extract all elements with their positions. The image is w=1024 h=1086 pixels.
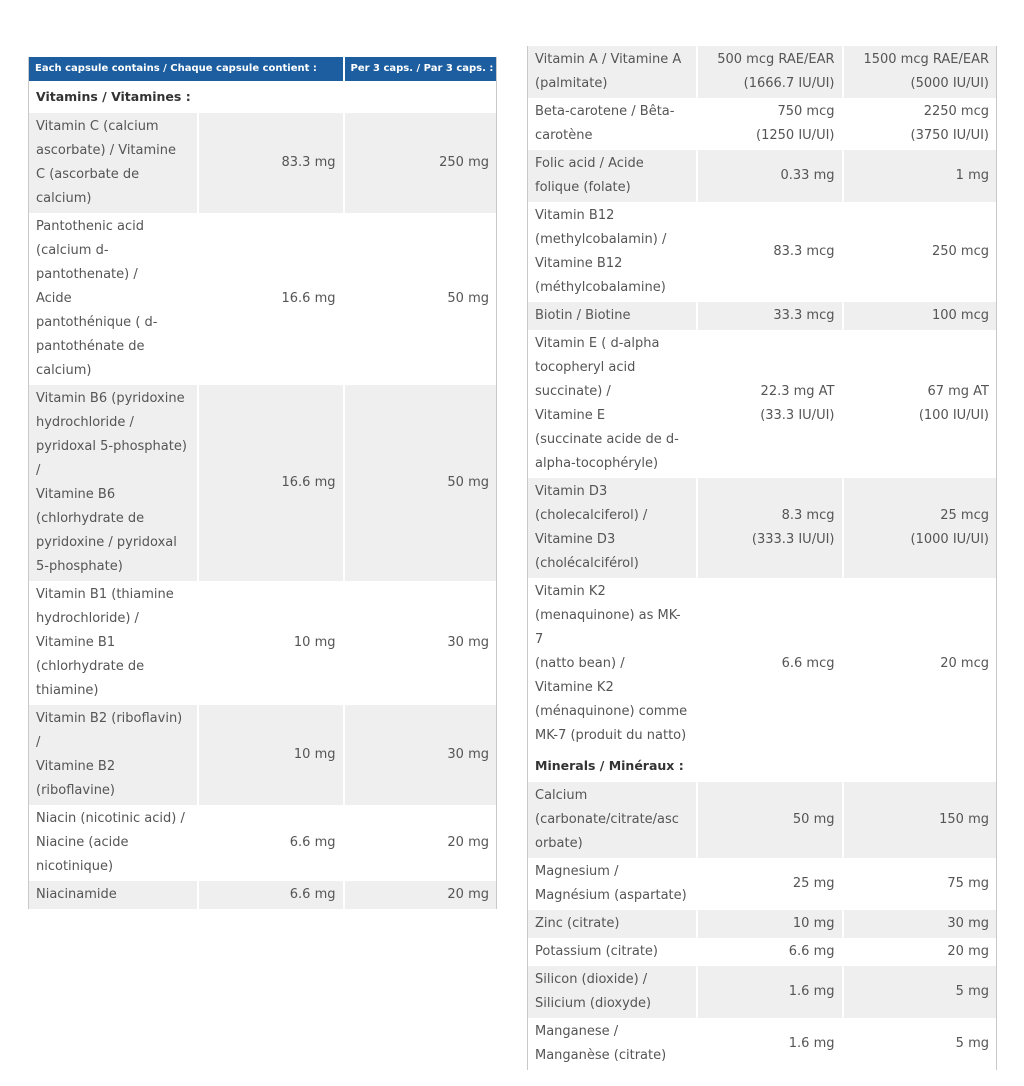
- per-capsule-amount-cell: 33.3 mcg: [697, 302, 843, 330]
- per-3-caps-amount-cell: 20 mg: [344, 881, 497, 909]
- table-row: [528, 910, 997, 938]
- nutrient-name-cell: Potassium (citrate): [528, 938, 697, 966]
- table-row: [29, 881, 497, 909]
- table-row: [29, 805, 497, 881]
- per-3-caps-amount-cell: 100 mcg: [843, 302, 997, 330]
- nutrient-name-cell: Biotin / Biotine: [528, 302, 697, 330]
- per-3-caps-amount-cell: 50 mg: [344, 213, 497, 385]
- table-row: [528, 98, 997, 150]
- nutrient-name-cell: Vitamin B6 (pyridoxine hydrochloride / pyridoxal 5-phosphate) / Vitamine B6 (chlorhydrate de pyridoxine / pyridoxal 5-phosphate): [29, 385, 198, 581]
- per-capsule-amount-cell: 10 mg: [198, 581, 344, 705]
- per-capsule-amount-cell: 750 mcg (1250 IU/UI): [697, 98, 843, 150]
- table-row: [29, 705, 497, 805]
- per-3-caps-amount-cell: 30 mg: [344, 705, 497, 805]
- per-capsule-amount-cell: 10 mg: [198, 705, 344, 805]
- table-row: [528, 966, 997, 1018]
- header-per-3-caps: Per 3 caps. / Par 3 caps. :: [344, 57, 497, 81]
- table-row: [528, 202, 997, 302]
- per-capsule-amount-cell: 0.33 mg: [697, 150, 843, 202]
- table-row: [29, 113, 497, 213]
- table-row: [528, 330, 997, 478]
- right-nutrient-table: [527, 46, 997, 1070]
- per-3-caps-amount-cell: 1500 mcg RAE/EAR (5000 IU/UI): [843, 46, 997, 98]
- per-3-caps-amount-cell: 1 mg: [843, 150, 997, 202]
- nutrient-name-cell: Vitamin B1 (thiamine hydrochloride) / Vitamine B1 (chlorhydrate de thiamine): [29, 581, 198, 705]
- table-row: [528, 478, 997, 578]
- section-title-minerals: Minerals / Minéraux :: [528, 750, 997, 782]
- table-row: [29, 213, 497, 385]
- per-3-caps-amount-cell: 75 mg: [843, 858, 997, 910]
- per-capsule-amount-cell: 1.6 mg: [697, 966, 843, 1018]
- table-row: [528, 302, 997, 330]
- per-capsule-amount-cell: 6.6 mg: [697, 938, 843, 966]
- nutrient-name-cell: Magnesium / Magnésium (aspartate): [528, 858, 697, 910]
- per-capsule-amount-cell: 10 mg: [697, 910, 843, 938]
- per-capsule-amount-cell: 8.3 mcg (333.3 IU/UI): [697, 478, 843, 578]
- nutrient-name-cell: Beta-carotene / Bêta- carotène: [528, 98, 697, 150]
- nutrient-name-cell: Vitamin A / Vitamine A (palmitate): [528, 46, 697, 98]
- section-row-vitamins: [29, 81, 497, 113]
- nutrient-name-cell: Silicon (dioxide) / Silicium (dioxyde): [528, 966, 697, 1018]
- table-row: [528, 1018, 997, 1070]
- per-capsule-amount-cell: 83.3 mg: [198, 113, 344, 213]
- nutrient-name-cell: Vitamin E ( d-alpha tocopheryl acid succinate) / Vitamine E (succinate acide de d- alpha-tocophéryle): [528, 330, 697, 478]
- nutrient-name-cell: Vitamin K2 (menaquinone) as MK-7 (natto bean) / Vitamine K2 (ménaquinone) comme MK-7 (produit du natto): [528, 578, 697, 750]
- nutrient-name-cell: Zinc (citrate): [528, 910, 697, 938]
- nutrient-name-cell: Vitamin B12 (methylcobalamin) / Vitamine B12 (méthylcobalamine): [528, 202, 697, 302]
- per-3-caps-amount-cell: 20 mg: [344, 805, 497, 881]
- nutrient-name-cell: Folic acid / Acide folique (folate): [528, 150, 697, 202]
- per-3-caps-amount-cell: 20 mg: [843, 938, 997, 966]
- per-3-caps-amount-cell: 67 mg AT (100 IU/UI): [843, 330, 997, 478]
- nutrient-name-cell: Niacin (nicotinic acid) / Niacine (acide nicotinique): [29, 805, 198, 881]
- left-table-body: [29, 113, 497, 909]
- per-3-caps-amount-cell: 30 mg: [843, 910, 997, 938]
- per-3-caps-amount-cell: 5 mg: [843, 1018, 997, 1070]
- nutrient-name-cell: Vitamin C (calcium ascorbate) / Vitamine C (ascorbate de calcium): [29, 113, 198, 213]
- left-nutrient-table: [28, 57, 497, 909]
- nutrient-name-cell: Niacinamide: [29, 881, 198, 909]
- nutrient-name-cell: Vitamin B2 (riboflavin) / Vitamine B2 (riboflavine): [29, 705, 198, 805]
- nutrient-name-cell: Calcium (carbonate/citrate/asc orbate): [528, 782, 697, 858]
- nutrient-name-cell: Pantothenic acid (calcium d- pantothenate) / Acide pantothénique ( d- pantothénate de calcium): [29, 213, 198, 385]
- per-3-caps-amount-cell: 20 mcg: [843, 578, 997, 750]
- per-capsule-amount-cell: 1.6 mg: [697, 1018, 843, 1070]
- per-capsule-amount-cell: 6.6 mcg: [697, 578, 843, 750]
- header-each-capsule: Each capsule contains / Chaque capsule contient :: [29, 57, 344, 81]
- per-3-caps-amount-cell: 5 mg: [843, 966, 997, 1018]
- per-3-caps-amount-cell: 150 mg: [843, 782, 997, 858]
- per-capsule-amount-cell: 83.3 mcg: [697, 202, 843, 302]
- table-row: [528, 46, 997, 98]
- per-capsule-amount-cell: 6.6 mg: [198, 805, 344, 881]
- per-3-caps-amount-cell: 30 mg: [344, 581, 497, 705]
- per-capsule-amount-cell: 16.6 mg: [198, 385, 344, 581]
- section-title-vitamins: Vitamins / Vitamines :: [36, 89, 191, 104]
- table-header-row: [29, 57, 497, 81]
- per-3-caps-amount-cell: 50 mg: [344, 385, 497, 581]
- per-capsule-amount-cell: 22.3 mg AT (33.3 IU/UI): [697, 330, 843, 478]
- table-row: [29, 581, 497, 705]
- per-3-caps-amount-cell: 25 mcg (1000 IU/UI): [843, 478, 997, 578]
- table-row: [528, 578, 997, 750]
- section-row-minerals: [528, 750, 997, 782]
- per-capsule-amount-cell: 16.6 mg: [198, 213, 344, 385]
- per-3-caps-amount-cell: 250 mg: [344, 113, 497, 213]
- table-row: [528, 782, 997, 858]
- table-row: [29, 385, 497, 581]
- table-row: [528, 858, 997, 910]
- per-3-caps-amount-cell: 250 mcg: [843, 202, 997, 302]
- nutrient-name-cell: Manganese / Manganèse (citrate): [528, 1018, 697, 1070]
- table-row: [528, 150, 997, 202]
- per-capsule-amount-cell: 50 mg: [697, 782, 843, 858]
- per-capsule-amount-cell: 500 mcg RAE/EAR (1666.7 IU/UI): [697, 46, 843, 98]
- per-capsule-amount-cell: 6.6 mg: [198, 881, 344, 909]
- table-row: [528, 938, 997, 966]
- per-capsule-amount-cell: 25 mg: [697, 858, 843, 910]
- per-3-caps-amount-cell: 2250 mcg (3750 IU/UI): [843, 98, 997, 150]
- right-minerals-body: [528, 782, 997, 1070]
- right-vitamins-body: [528, 46, 997, 750]
- nutrient-name-cell: Vitamin D3 (cholecalciferol) / Vitamine D3 (cholécalciférol): [528, 478, 697, 578]
